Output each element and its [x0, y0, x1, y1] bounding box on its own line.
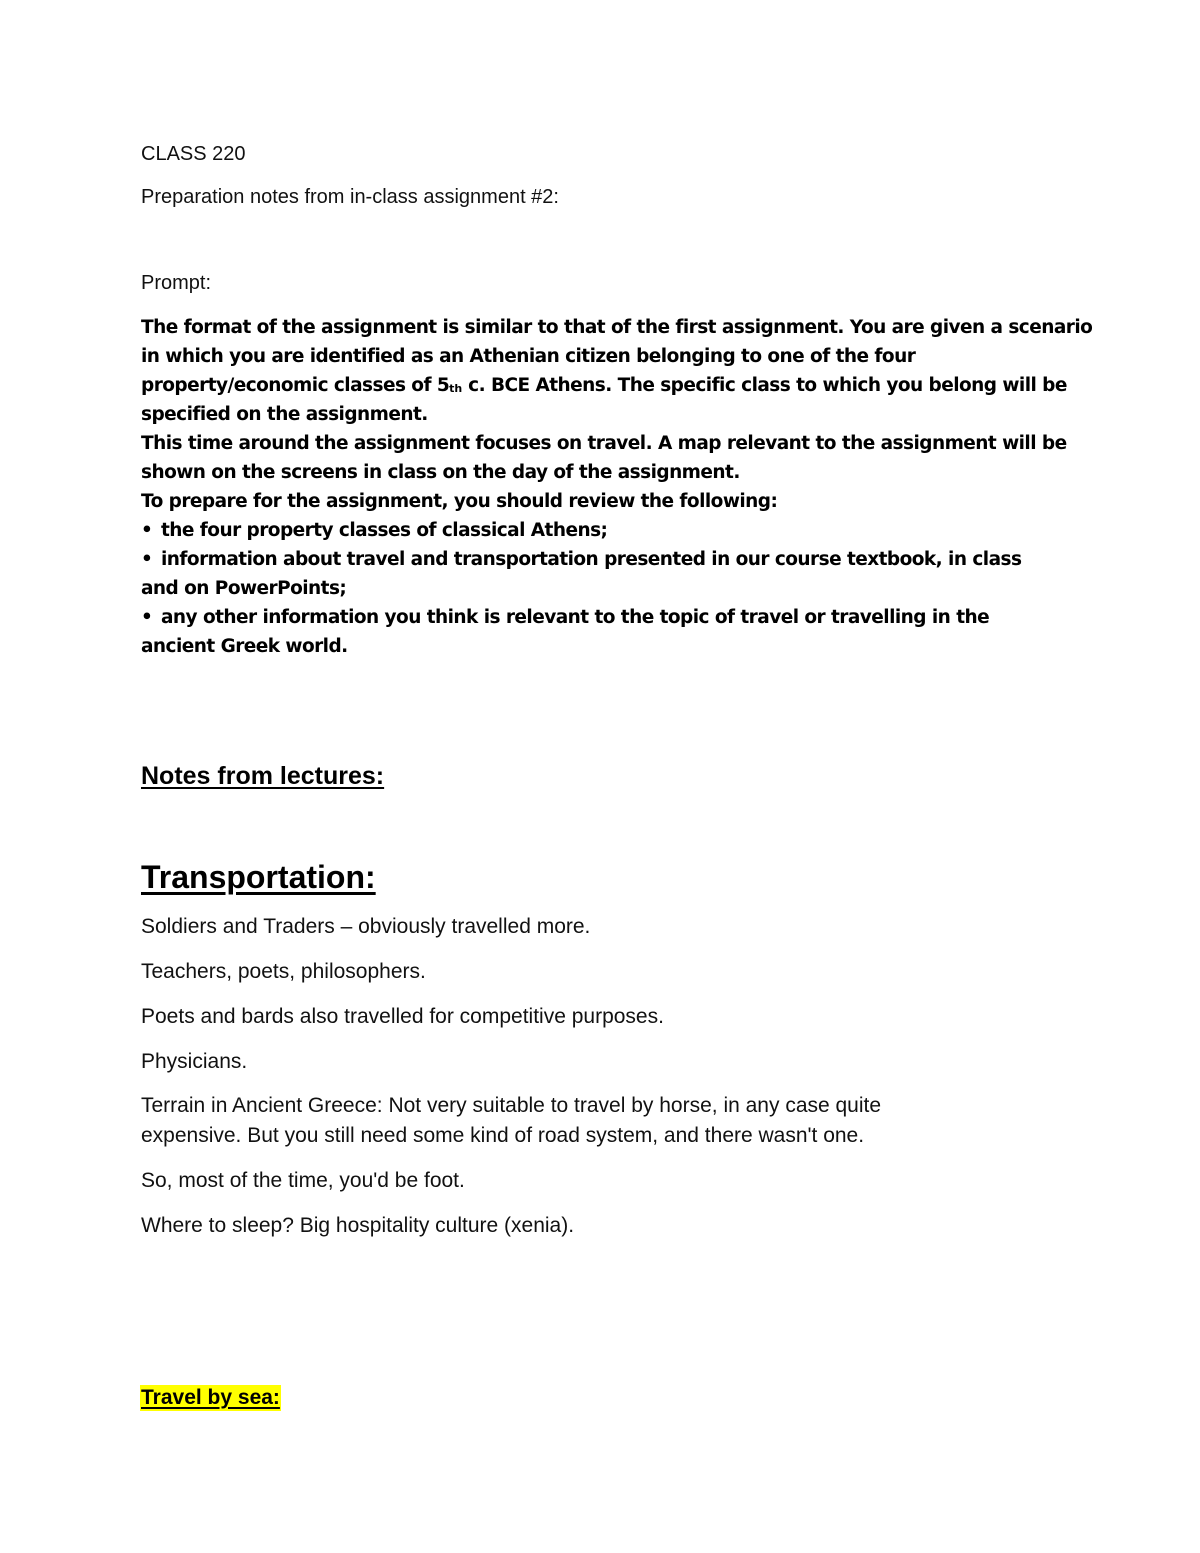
prompt-line: in which you are identified as an Athenian citizen belonging to one of the four: [141, 346, 916, 367]
lectures-heading: Notes from lectures:: [141, 762, 385, 790]
bullet-item: [141, 516, 1141, 545]
transportation-heading: Transportation:: [141, 859, 376, 895]
bullet-icon: •: [141, 549, 153, 570]
note-line: expensive. But you still need some kind of road system, and there wasn't one.: [141, 1124, 865, 1147]
prompt-line: The format of the assignment is similar to that of the first assignment. You are given a scenario: [141, 317, 1093, 338]
note-line: Where to sleep? Big hospitality culture (xenia).: [141, 1214, 575, 1237]
prompt-label: Prompt:: [141, 272, 212, 294]
prompt-line: specified on the assignment.: [141, 404, 428, 425]
prompt-text: [141, 313, 1141, 661]
document-subtitle: Preparation notes from in-class assignment #2:: [141, 186, 559, 208]
prompt-line: [141, 371, 1141, 400]
note-line: Terrain in Ancient Greece: Not very suitable to travel by horse, in any case quite: [141, 1094, 882, 1117]
ordinal-suffix: th: [449, 382, 463, 395]
bullet-item: [141, 545, 1141, 574]
note-line: Poets and bards also travelled for competitive purposes.: [141, 1005, 664, 1028]
bullet-text: any other information you think is relevant to the topic of travel or travelling in the: [161, 607, 990, 628]
note-line: So, most of the time, you'd be foot.: [141, 1169, 465, 1192]
bullet-item: [141, 603, 1141, 632]
bullet-text: information about travel and transportation presented in our course textbook, in class: [161, 549, 1022, 570]
note-line: Soldiers and Traders – obviously travelled more.: [141, 915, 591, 938]
prompt-line: To prepare for the assignment, you should review the following:: [141, 491, 778, 512]
course-code: CLASS 220: [141, 143, 246, 165]
bullet-icon: •: [141, 607, 153, 628]
bullet-text: the four property classes of classical Athens;: [161, 520, 608, 541]
bullet-icon: •: [141, 520, 153, 541]
note-line: Teachers, poets, philosophers.: [141, 960, 426, 983]
prompt-line: This time around the assignment focuses on travel. A map relevant to the assignment will be: [141, 433, 1067, 454]
note-line: Physicians.: [141, 1050, 248, 1073]
bullet-continuation: ancient Greek world.: [141, 636, 348, 657]
bullet-continuation: and on PowerPoints;: [141, 578, 347, 599]
prompt-line-part: property/economic classes of 5: [141, 375, 450, 396]
sea-heading: Travel by sea:: [141, 1386, 280, 1409]
prompt-line-part: c. BCE Athens. The specific class to which you belong will be: [462, 375, 1067, 396]
prompt-line: shown on the screens in class on the day of the assignment.: [141, 462, 740, 483]
